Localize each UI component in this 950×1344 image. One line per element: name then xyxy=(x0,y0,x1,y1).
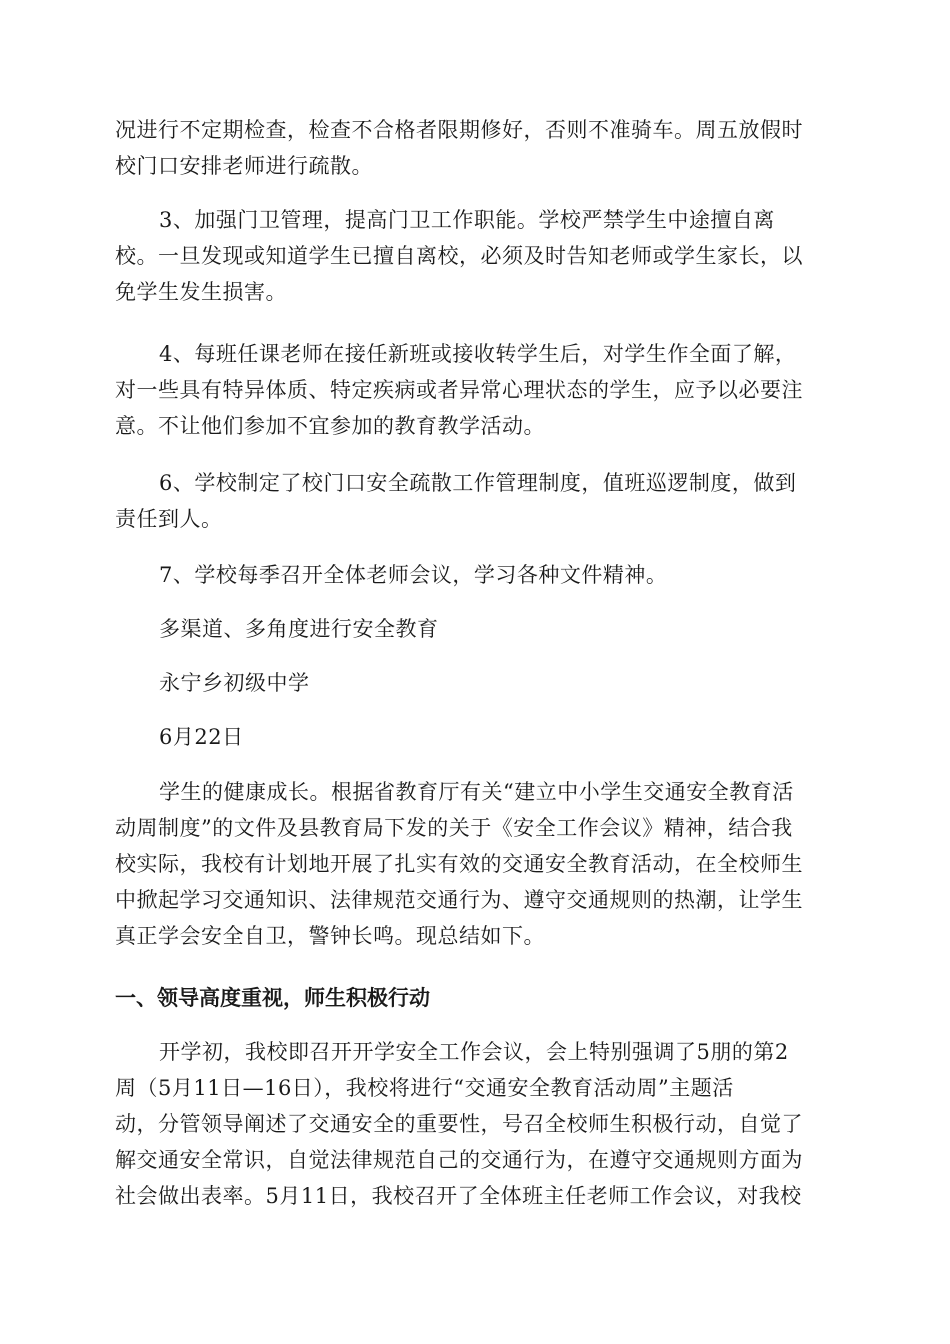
text-line: 校实际，我校有计划地开展了扎实有效的交通安全教育活动，在全校师生 xyxy=(115,852,803,876)
paragraph-date xyxy=(115,719,835,755)
text-line: 4、每班任课老师在接任新班或接收转学生后，对学生作全面了解， xyxy=(159,342,797,366)
paragraph-item-6 xyxy=(115,465,835,537)
text-line: 6、学校制定了校门口安全疏散工作管理制度，值班巡逻制度，做到 xyxy=(159,471,797,495)
text-line: 动周制度”的文件及县教育局下发的关于《安全工作会议》精神，结合我 xyxy=(115,816,793,840)
section-heading: 一、领导高度重视，师生积极行动 xyxy=(115,986,430,1010)
text-line: 动，分管领导阐述了交通安全的重要性，号召全校师生积极行动，自觉了 xyxy=(115,1112,803,1136)
text-line: 7、学校每季召开全体老师会议，学习各种文件精神。 xyxy=(159,563,668,587)
text-line: 解交通安全常识，自觉法律规范自己的交通行为，在遵守交通规则方面为 xyxy=(115,1148,803,1172)
text-line: 多渠道、多角度进行安全教育 xyxy=(159,617,439,641)
text-line: 学生的健康成长。根据省教育厅有关“建立中小学生交通安全教育活 xyxy=(159,780,794,804)
paragraph-item-7 xyxy=(115,557,835,593)
text-line: 3、加强门卫管理，提高门卫工作职能。学校严禁学生中途擅自离 xyxy=(159,208,775,232)
text-line: 校门口安排老师进行疏散。 xyxy=(115,154,373,178)
text-line: 责任到人。 xyxy=(115,507,223,531)
text-line: 况进行不定期检查，检查不合格者限期修好，否则不准骑车。周五放假时 xyxy=(115,118,803,142)
text-line: 中掀起学习交通知识、法律规范交通行为、遵守交通规则的热潮，让学生 xyxy=(115,888,803,912)
paragraph-subtitle xyxy=(115,611,835,647)
text-line: 校。一旦发现或知道学生已擅自离校，必须及时告知老师或学生家长，以 xyxy=(115,244,803,268)
text-line: 意。不让他们参加不宜参加的教育教学活动。 xyxy=(115,414,545,438)
text-line: 永宁乡初级中学 xyxy=(159,671,310,695)
text-line: 免学生发生损害。 xyxy=(115,280,287,304)
text-line: 对一些具有特异体质、特定疾病或者异常心理状态的学生，应予以必要注 xyxy=(115,378,803,402)
paragraph-intro xyxy=(115,774,835,954)
text-line: 周（5月11日—16日），我校将进行“交通安全教育活动周”主题活 xyxy=(115,1076,734,1100)
paragraph-item-4 xyxy=(115,336,835,444)
paragraph-item-3 xyxy=(115,202,835,310)
paragraph-1 xyxy=(115,112,835,184)
text-line: 开学初，我校即召开开学安全工作会议，会上特别强调了5朋的第2 xyxy=(159,1040,789,1064)
text-line: 社会做出表率。5月11日，我校召开了全体班主任老师工作会议，对我校 xyxy=(115,1184,802,1208)
text-line: 真正学会安全自卫，警钟长鸣。现总结如下。 xyxy=(115,924,545,948)
text-line: 6月22日 xyxy=(159,725,244,749)
paragraph-school-name xyxy=(115,665,835,701)
paragraph-section-body xyxy=(115,1034,835,1214)
